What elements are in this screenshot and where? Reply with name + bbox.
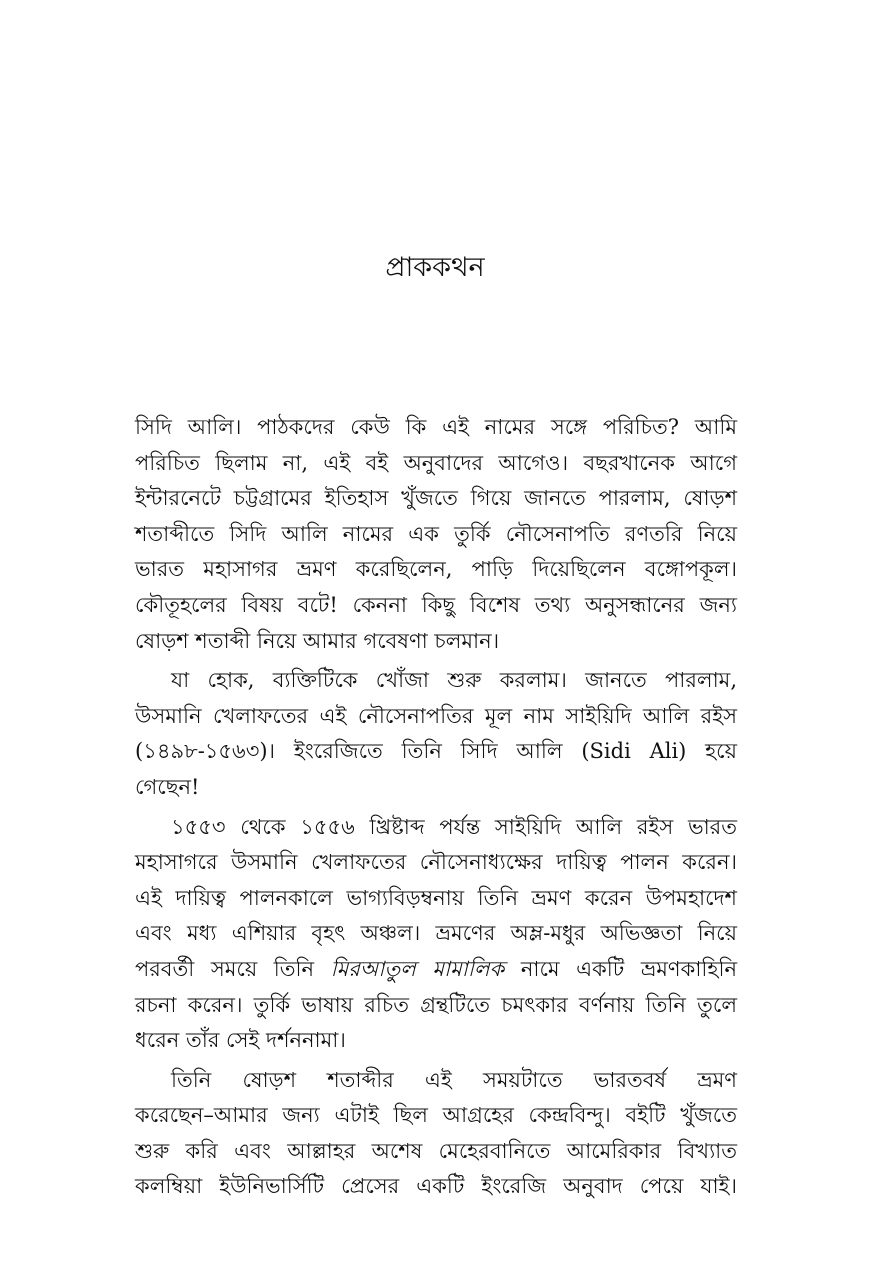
text-line: যা হোক, ব্যক্তিটিকে খোঁজা শুরু করলাম। জানতে পারলাম, (171, 668, 737, 693)
text-line: ১৫৫৩ থেকে ১৫৫৬ খ্রিষ্টাব্দ পর্যন্ত সাইয়িদি আলি রইস ভারত (171, 814, 737, 839)
text-line: করেছেন–আমার জন্য এটাই ছিল আগ্রহের কেন্দ্রবিন্দু। বইটি খুঁজতে (135, 1103, 737, 1128)
text-line: কলম্বিয়া ইউনিভার্সিটি প্রেসের একটি ইংরেজি অনুবাদ পেয়ে যাই। (135, 1174, 737, 1199)
text-line: এই দায়িত্ব পালনকালে ভাগ্যবিড়ম্বনায় তিনি ভ্রমণ করেন উপমহাদেশ (135, 885, 737, 910)
chapter-body (135, 410, 737, 1209)
paragraph-1 (135, 410, 737, 659)
text-line (135, 952, 737, 988)
text-line: রচনা করেন। তুর্কি ভাষায় রচিত গ্রন্থটিতে চমৎকার বর্ণনায় তিনি তুলে (135, 992, 737, 1017)
text-line: শুরু করি এবং আল্লাহর অশেষ মেহেরবানিতে আমেরিকার বিখ্যাত (135, 1138, 737, 1163)
text-line: মহাসাগরে উসমানি খেলাফতের নৌসেনাধ্যক্ষের দায়িত্ব পালন করেন। (135, 850, 737, 875)
text-line: কৌতূহলের বিষয় বটে! কেননা কিছু বিশেষ তথ্য অনুসন্ধানের জন্য (135, 592, 737, 617)
text-line: তিনি ষোড়শ শতাব্দীর এই সময়টাতে ভারতবর্ষ ভ্রমণ (171, 1067, 737, 1092)
text-line: উসমানি খেলাফতের এই নৌসেনাপতির মূল নাম সাইয়িদি আলি রইস (135, 703, 737, 728)
text-line: এবং মধ্য এশিয়ার বৃহৎ অঞ্চল। ভ্রমণের অম্ল-মধুর অভিজ্ঞতা নিয়ে (135, 921, 737, 946)
text-line: ইন্টারনেটে চট্টগ্রামের ইতিহাস খুঁজতে গিয়ে জানতে পারলাম, ষোড়শ (135, 486, 737, 511)
text-segment: নামে একটি ভ্রমণকাহিনি (504, 956, 737, 981)
paragraph-4 (135, 1063, 737, 1205)
text-line: ভারত মহাসাগর ভ্রমণ করেছিলেন, পাড়ি দিয়েছিলেন বঙ্গোপকূল। (135, 557, 737, 582)
book-title-italic: মিরআতুল মামালিক (330, 956, 505, 981)
text-line: ধরেন তাঁর সেই দর্শননামা। (135, 1028, 346, 1053)
text-line: ষোড়শ শতাব্দী নিয়ে আমার গবেষণা চলমান। (135, 628, 500, 653)
paragraph-3 (135, 810, 737, 1059)
text-line: (১৪৯৮-১৫৬৩)। ইংরেজিতে তিনি সিদি আলি (Sidi Ali) হয়ে (135, 739, 737, 764)
paragraph-2 (135, 663, 737, 805)
text-segment: পরবর্তী সময়ে তিনি (135, 956, 331, 981)
text-line: সিদি আলি। পাঠকদের কেউ কি এই নামের সঙ্গে পরিচিত? আমি (135, 415, 737, 439)
text-line: গেছেন! (135, 774, 200, 799)
text-line: শতাব্দীতে সিদি আলি নামের এক তুর্কি নৌসেনাপতি রণতরি নিয়ে (135, 521, 737, 546)
text-line: পরিচিত ছিলাম না, এই বই অনুবাদের আগেও। বছরখানেক আগে (135, 450, 737, 475)
chapter-title: প্রাককথন (385, 252, 485, 283)
